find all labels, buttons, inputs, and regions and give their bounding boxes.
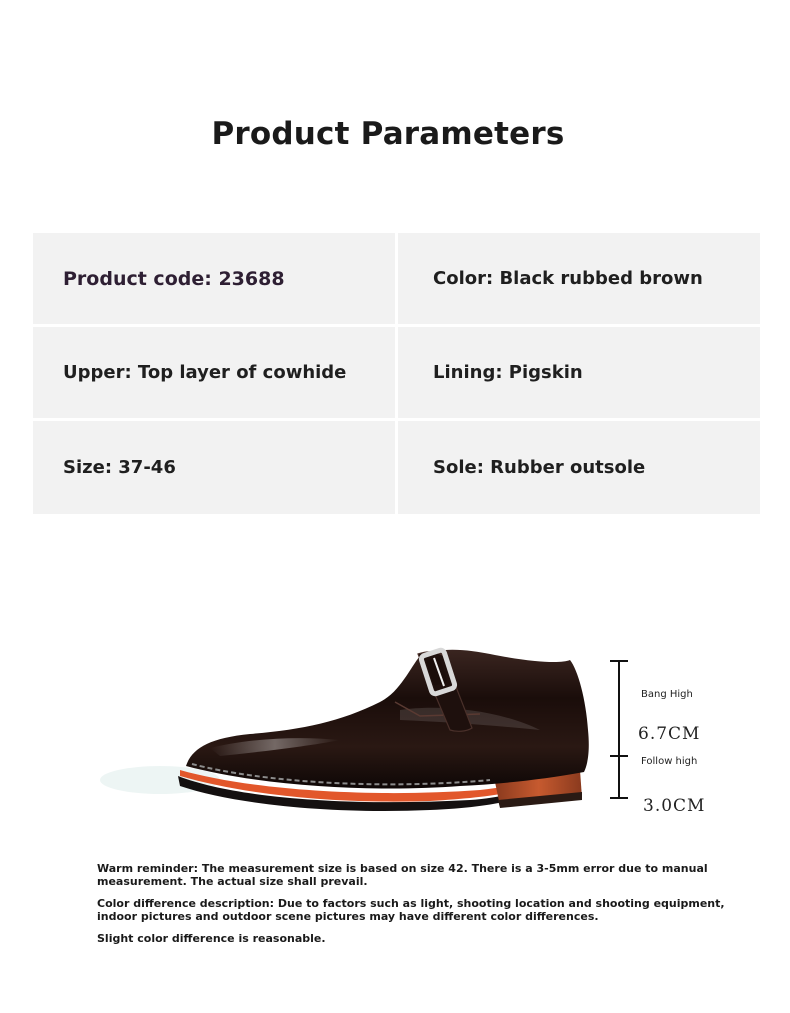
product-code-cell: Product code: 23688 [33,233,395,324]
parameters-table [33,233,760,514]
warm-reminder-text: Warm reminder: The measurement size is based on size 42. There is a 3-5mm error due to manual measurement. The actual size shall prevail. [97,862,708,888]
height-ruler-icon [600,658,640,808]
bang-high-value: 6.7CM [638,724,701,744]
page-title: Product Parameters [211,116,565,152]
sole-cell: Sole: Rubber outsole [398,421,760,514]
color-cell: Color: Black rubbed brown [398,233,760,324]
bang-high-label: Bang High [641,689,693,700]
follow-high-label: Follow high [641,756,698,767]
upper-cell: Upper: Top layer of cowhide [33,327,395,418]
follow-high-value: 3.0CM [643,796,706,816]
lining-cell: Lining: Pigskin [398,327,760,418]
monk-strap-shoe-image [100,630,620,830]
notes-section [97,863,747,956]
height-measurement [600,658,790,816]
size-cell: Size: 37-46 [33,421,395,514]
color-difference-text: Color difference description: Due to factors such as light, shooting location and shooting equipment, indoor pictures and outdoor scene pictures may have different color differences. [97,897,725,923]
slight-difference-text: Slight color difference is reasonable. [97,932,326,945]
